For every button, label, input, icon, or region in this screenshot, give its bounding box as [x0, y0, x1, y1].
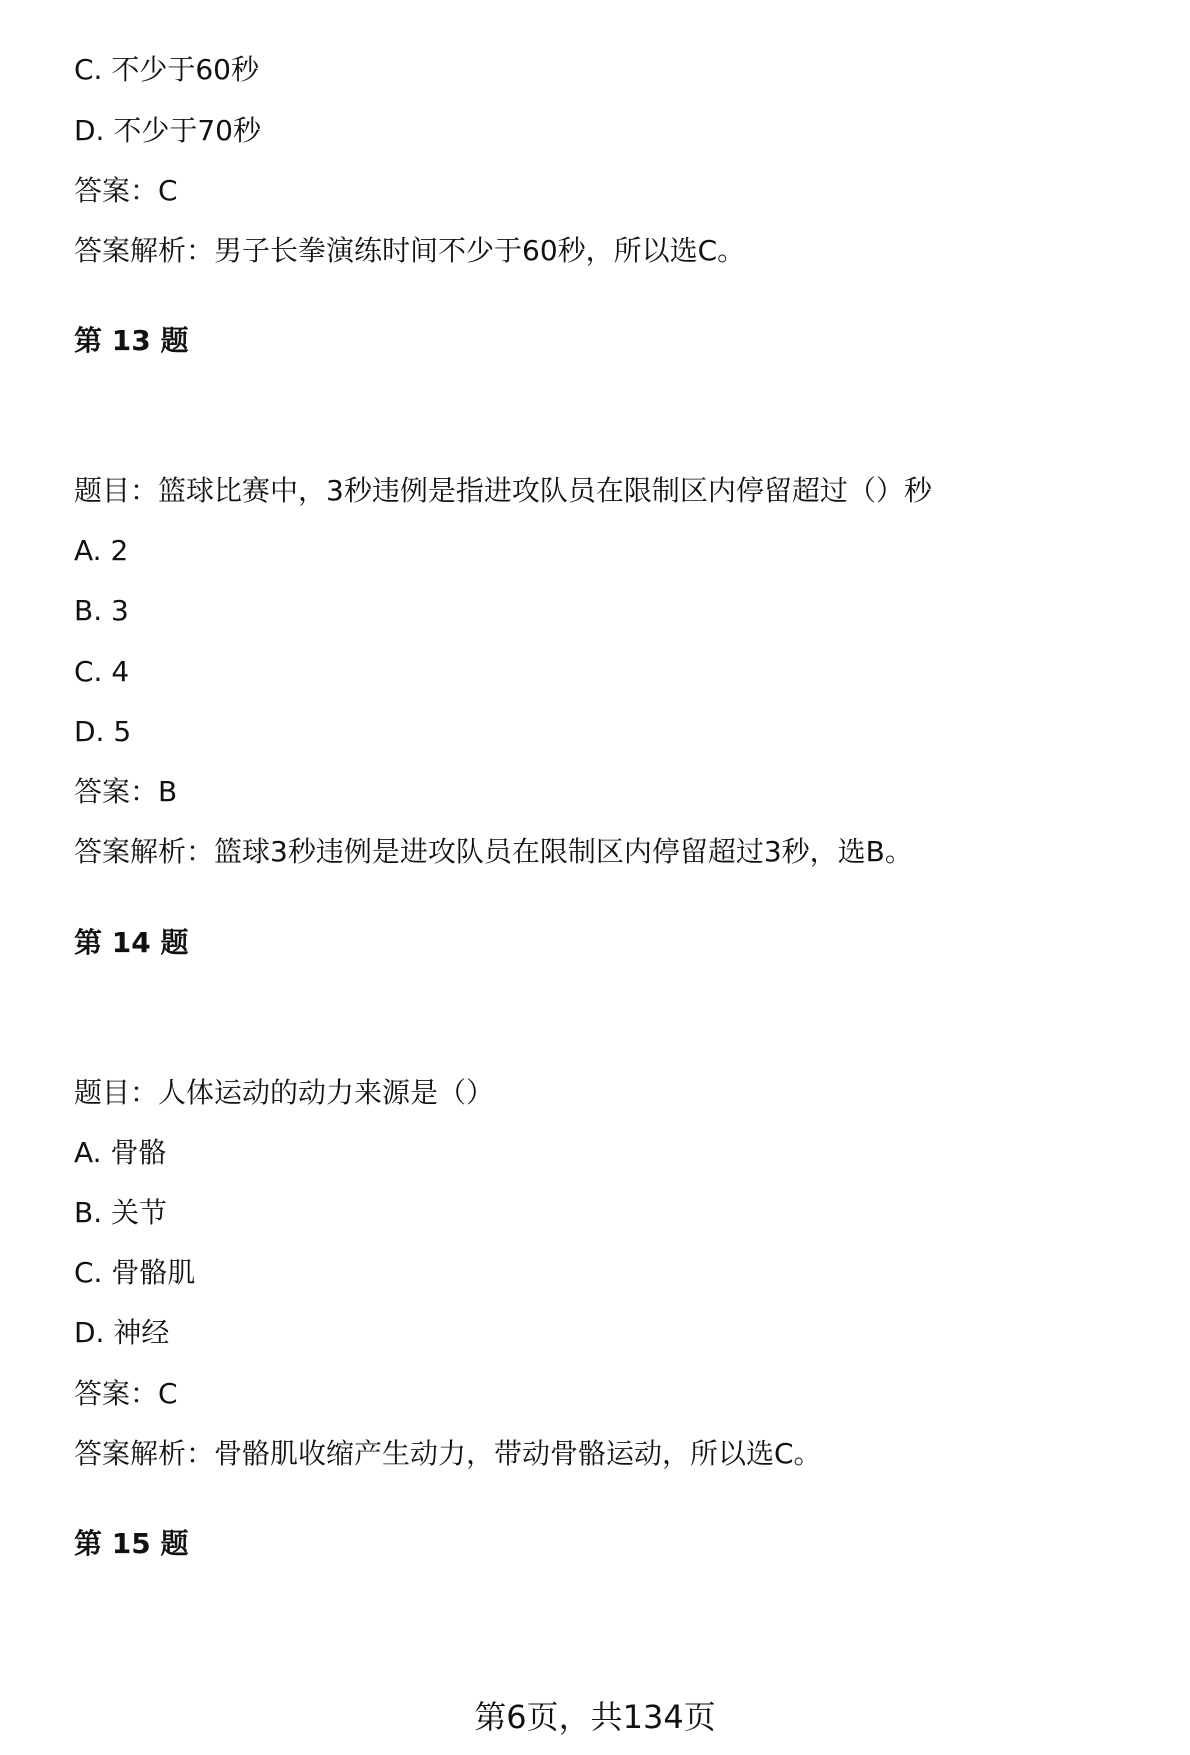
q13-heading: 第 13 题: [74, 324, 189, 357]
q13-option-d: D. 5: [74, 715, 132, 748]
q14-option-b: B. 关节: [74, 1196, 168, 1229]
q14-analysis: 答案解析：骨骼肌收缩产生动力，带动骨骼运动，所以选C。: [74, 1437, 822, 1470]
q12-option-c: C. 不少于60秒: [74, 53, 259, 86]
q14-option-d: D. 神经: [74, 1316, 170, 1349]
q15-heading: 第 15 题: [74, 1527, 189, 1560]
q14-option-a: A. 骨骼: [74, 1136, 167, 1169]
q12-answer: 答案：C: [74, 174, 178, 207]
q12-option-d: D. 不少于70秒: [74, 114, 261, 147]
q13-option-b: B. 3: [74, 594, 129, 627]
q12-analysis: 答案解析：男子长拳演练时间不少于60秒，所以选C。: [74, 234, 746, 267]
q14-answer: 答案：C: [74, 1377, 178, 1410]
q14-stem: 题目：人体运动的动力来源是（）: [74, 1076, 495, 1109]
q13-stem: 题目：篮球比赛中，3秒违例是指进攻队员在限制区内停留超过（）秒: [74, 474, 932, 507]
page-number: 第6页，共134页: [474, 1698, 716, 1736]
q13-option-c: C. 4: [74, 655, 130, 688]
q13-analysis: 答案解析：篮球3秒违例是进攻队员在限制区内停留超过3秒，选B。: [74, 835, 913, 868]
q13-answer: 答案：B: [74, 775, 178, 808]
q14-heading: 第 14 题: [74, 926, 189, 959]
q13-option-a: A. 2: [74, 534, 129, 567]
q14-option-c: C. 骨骼肌: [74, 1256, 196, 1289]
